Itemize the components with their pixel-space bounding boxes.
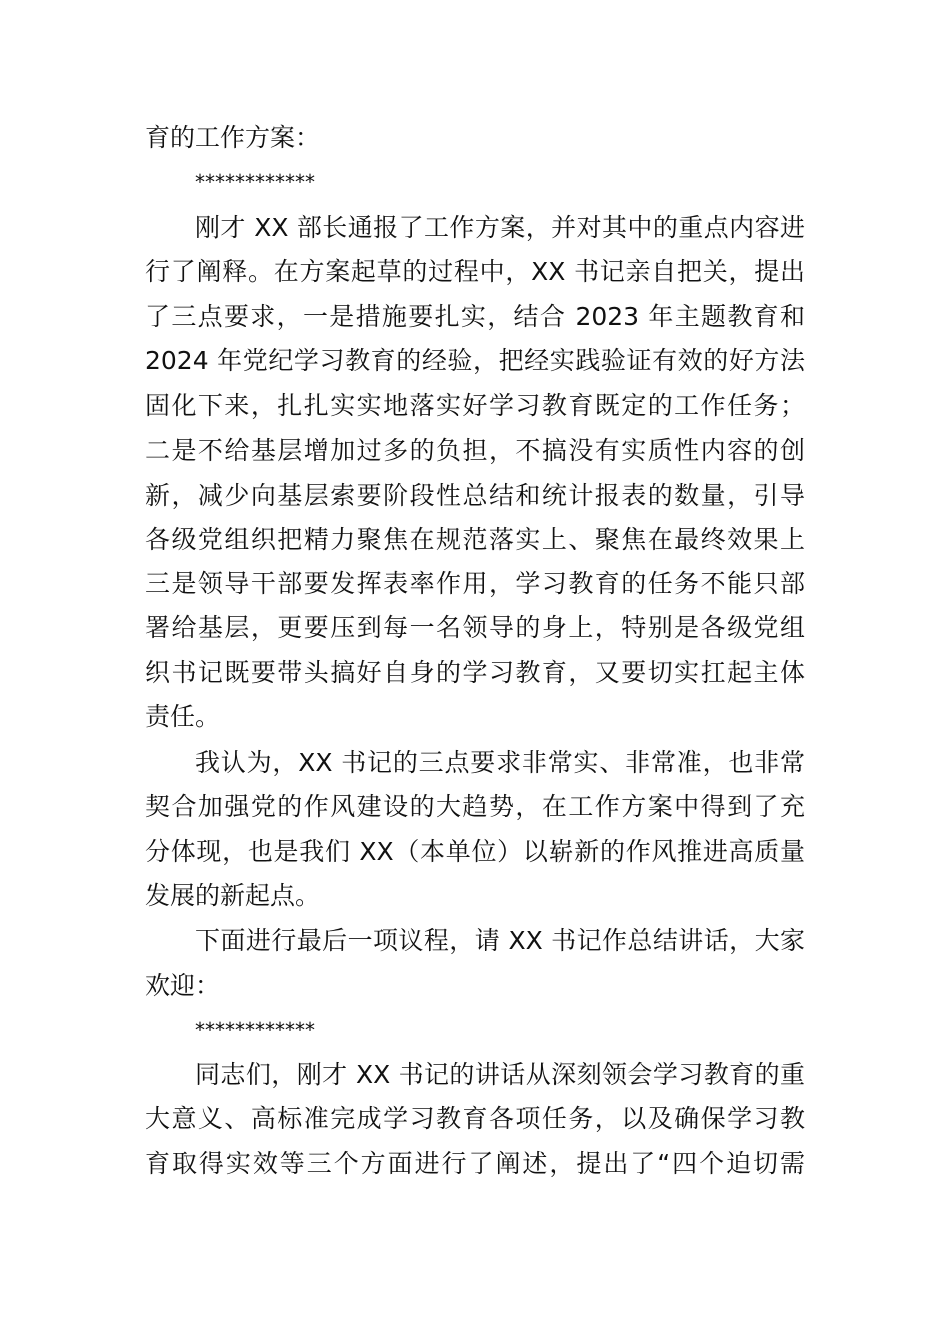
text-line: 织书记既要带头搞好自身的学习教育，又要切实扛起主体: [145, 658, 805, 687]
text-line: 下面进行最后一项议程，请 XX 书记作总结讲话，大家: [195, 926, 805, 955]
text-line: 新，减少向基层索要阶段性总结和统计报表的数量，引导: [145, 481, 805, 510]
text-line: 署给基层，更要压到每一名领导的身上，特别是各级党组: [145, 613, 805, 642]
text-line: 欢迎：: [145, 971, 221, 1000]
separator-stars: ************: [195, 1018, 315, 1042]
text-line: 各级党组织把精力聚焦在规范落实上、聚焦在最终效果上: [145, 525, 805, 554]
text-line: 我认为，XX 书记的三点要求非常实、非常准，也非常: [195, 748, 805, 777]
text-line: 刚才 XX 部长通报了工作方案，并对其中的重点内容进: [195, 213, 805, 242]
text-line: 了三点要求，一是措施要扎实，结合 2023 年主题教育和: [145, 302, 805, 331]
text-line: 育取得实效等三个方面进行了阐述，提出了“四个迫切需: [145, 1149, 805, 1178]
text-line: 同志们，刚才 XX 书记的讲话从深刻领会学习教育的重: [195, 1060, 805, 1089]
text-line: 契合加强党的作风建设的大趋势，在工作方案中得到了充: [145, 792, 805, 821]
text-line: 固化下来，扎扎实实地落实好学习教育既定的工作任务；: [145, 391, 805, 420]
text-line: 行了阐释。在方案起草的过程中，XX 书记亲自把关，提出: [145, 257, 805, 286]
text-line: 2024 年党纪学习教育的经验，把经实践验证有效的好方法: [145, 346, 805, 375]
text-line: 二是不给基层增加过多的负担，不搞没有实质性内容的创: [145, 436, 805, 465]
text-line: 责任。: [145, 702, 221, 731]
text-line: 分体现，也是我们 XX（本单位）以崭新的作风推进高质量: [145, 837, 805, 866]
separator-stars: ************: [195, 170, 315, 194]
text-line: 大意义、高标准完成学习教育各项任务，以及确保学习教: [145, 1104, 805, 1133]
text-line: 三是领导干部要发挥表率作用，学习教育的任务不能只部: [145, 569, 805, 598]
text-line: 育的工作方案：: [145, 123, 321, 152]
text-line: 发展的新起点。: [145, 881, 321, 910]
